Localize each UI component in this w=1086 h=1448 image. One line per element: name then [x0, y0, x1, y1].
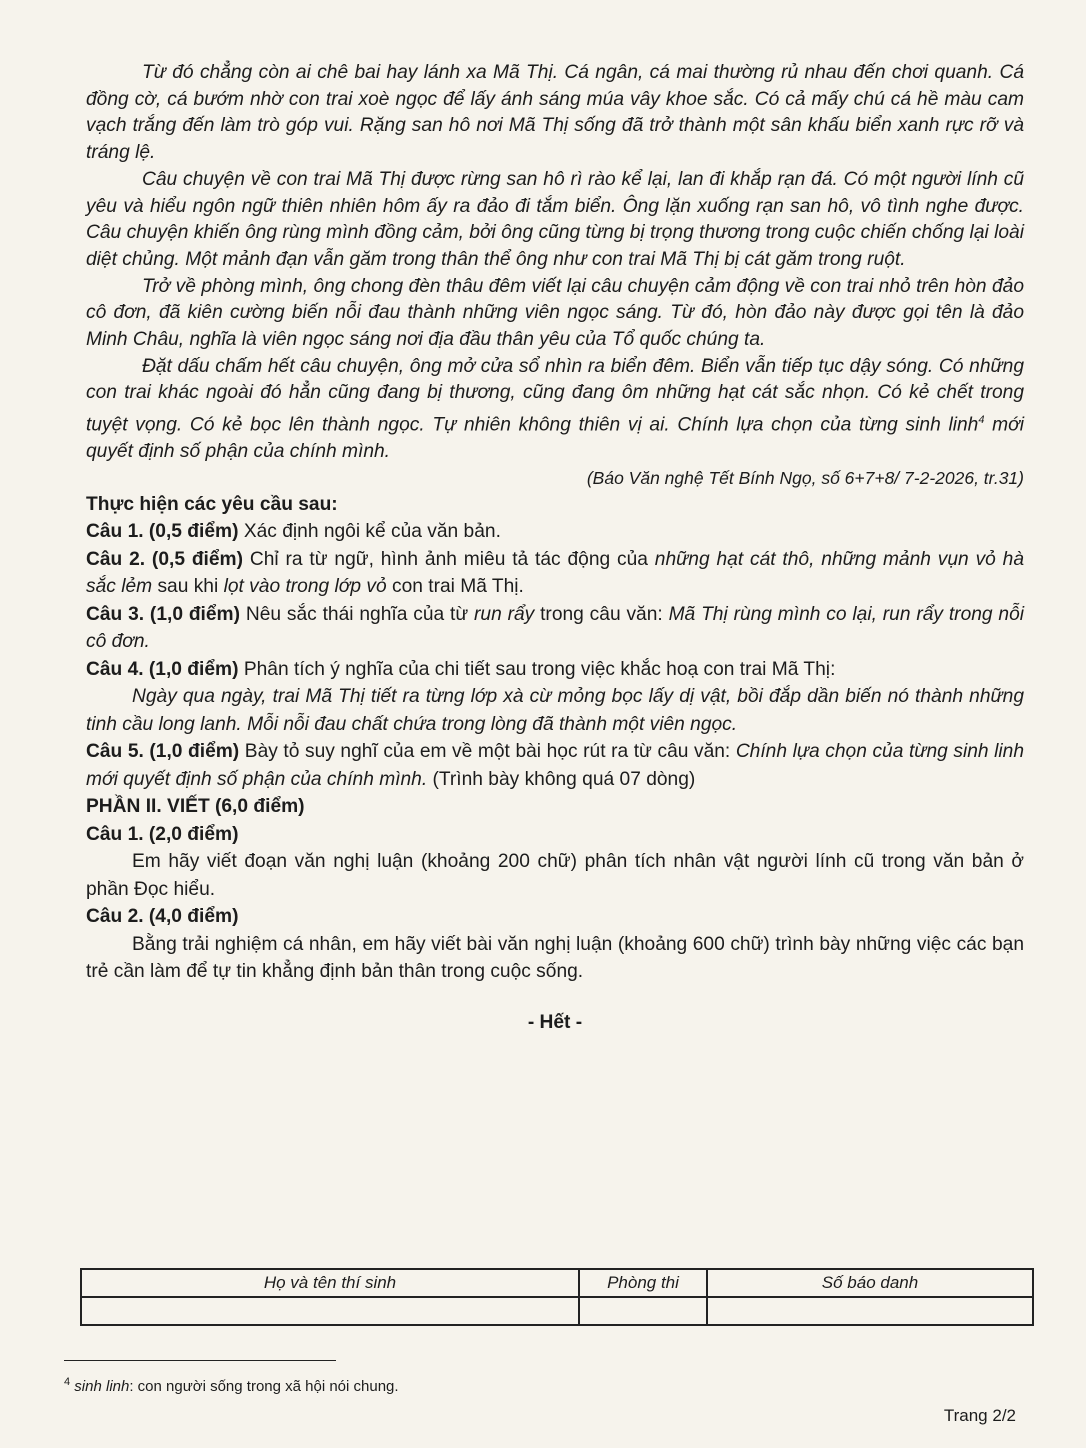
question-4 — [86, 656, 1024, 684]
question-2-text-b: những hạt cát thô, những mảnh vụn vỏ hà sắc lẻm — [86, 548, 1025, 598]
question-5-text-b: Chính lựa chọn của từng sinh linh mới quyết định số phận của chính mình. — [86, 741, 1024, 790]
question-5-text-c: (Trình bày không quá 07 dòng) — [427, 768, 696, 790]
question-5-text-a: Bày tỏ suy nghĩ của em về một bài học rút ra từ câu văn: — [239, 741, 736, 763]
question-3-text-c: trong câu văn: — [534, 603, 669, 625]
question-4-text: Phân tích ý nghĩa của chi tiết sau trong việc khắc hoạ con trai Mã Thị: — [238, 658, 836, 680]
candidate-number-header: Số báo danh — [707, 1269, 1033, 1297]
footnote-term: sinh linh — [74, 1378, 130, 1395]
question-4-label: Câu 4. (1,0 điểm) — [86, 658, 239, 680]
question-2 — [86, 546, 1024, 601]
question-2-text-d: lọt vào trong lớp vỏ — [223, 576, 387, 598]
question-2-text-a: Chỉ ra từ ngữ, hình ảnh miêu tả tác động của — [243, 548, 655, 570]
question-1 — [86, 518, 1024, 546]
exam-page — [86, 60, 1024, 1053]
writing-heading: PHẦN II. VIẾT (6,0 điểm) — [86, 796, 305, 818]
writing-question-2-label: Câu 2. (4,0 điểm) — [86, 906, 239, 928]
candidate-number-cell[interactable] — [707, 1297, 1033, 1325]
candidate-name-header: Họ và tên thí sinh — [81, 1269, 579, 1297]
question-4-quote — [86, 683, 1024, 738]
question-3-text-a: Nêu sắc thái nghĩa của từ — [240, 603, 475, 625]
reading-paragraph-1: Từ đó chẳng còn ai chê bai hay lánh xa Mã Thị. Cá ngân, cá mai thường rủ nhau đến chơi quanh. Cá đồng cờ, cá bướm nhờ con trai xoè ngọc để lấy ánh sáng múa vây khoe sắc. Có cả mấy chú cá hề màu cam vạch trắng đến làm trò góp vui. Rặng san hô nơi Mã Thị sống đã trở thành một sân khấu biển xanh rực rỡ và tráng lệ. — [86, 62, 1024, 164]
question-5 — [86, 738, 1024, 793]
footnote — [64, 1376, 399, 1395]
writing-question-2-text: Bằng trải nghiệm cá nhân, em hãy viết bài văn nghị luận (khoảng 600 chữ) trình bày những việc các bạn trẻ cần làm để tự tin khẳng định bản thân trong cuộc sống. — [86, 933, 1024, 983]
question-1-label: Câu 1. (0,5 điểm) — [86, 521, 239, 543]
question-3-label: Câu 3. (1,0 điểm) — [86, 603, 241, 625]
exam-room-header: Phòng thi — [579, 1269, 707, 1297]
question-4-quote-text: Ngày qua ngày, trai Mã Thị tiết ra từng lớp xà cừ mỏng bọc lấy dị vật, bồi đắp dần biến nó thành những tinh cầu long lanh. Mỗi nỗi đau chất chứa trong lòng đã thành một viên ngọc. — [86, 686, 1024, 735]
reading-paragraph-4 — [86, 354, 1024, 466]
tasks-heading: Thực hiện các yêu cầu sau: — [86, 493, 338, 515]
footnote-divider — [64, 1360, 336, 1361]
candidate-info-table — [80, 1268, 1034, 1326]
question-3-text-b: run rẩy — [474, 603, 535, 625]
reading-paragraph-4-text: Đặt dấu chấm hết câu chuyện, ông mở cửa sổ nhìn ra biển đêm. Biển vẫn tiếp tục dậy sóng. Có những con trai khác ngoài đó hẳn cũng đang bị thương, cũng đang ôm những hạt cát sắc nhọn. Có kẻ chết trong tuyệt vọng. Có kẻ bọc lên thành ngọc. Tự nhiên không thiên vị ai. Chính lựa chọn của từng sinh linh — [86, 355, 1024, 436]
page-number: Trang 2/2 — [943, 1406, 1016, 1425]
writing-question-1-label: Câu 1. (2,0 điểm) — [86, 823, 239, 845]
footnote-text: : con người sống trong xã hội nói chung. — [129, 1378, 399, 1395]
end-mark: - Hết - — [527, 1011, 583, 1033]
question-3 — [86, 601, 1024, 656]
writing-question-1-text: Em hãy viết đoạn văn nghị luận (khoảng 200 chữ) phân tích nhân vật người lính cũ trong văn bản ở phần Đọc hiểu. — [86, 851, 1024, 900]
question-1-text: Xác định ngôi kể của văn bản. — [238, 521, 501, 543]
exam-room-cell[interactable] — [579, 1297, 707, 1325]
source-citation: (Báo Văn nghệ Tết Bính Ngọ, số 6+7+8/ 7-2-2026, tr.31) — [586, 467, 1024, 488]
reading-paragraph-2: Câu chuyện về con trai Mã Thị được rừng san hô rì rào kể lại, lan đi khắp rạn đá. Có một người lính cũ yêu và hiểu ngôn ngữ thiên nhiên hôm ấy ra đảo đi tắm biển. Ông lặn xuống rạn san hô, vô tình nghe được. Câu chuyện khiến ông rùng mình đồng cảm, bởi ông cũng từng bị trọng thương trong cuộc chiến chống lại loài diệt chủng. Một mảnh đạn vẫn găm trong thân thể ông như con trai Mã Thị bị cát găm trong ruột. — [86, 168, 1024, 270]
candidate-name-cell[interactable] — [81, 1297, 579, 1325]
question-5-label: Câu 5. (1,0 điểm) — [86, 741, 240, 763]
reading-paragraph-4-end: mới quyết định số phận của chính mình. — [86, 414, 1024, 463]
question-2-text-e: con trai Mã Thị. — [386, 576, 524, 598]
question-2-text-c: sau khi — [152, 576, 224, 598]
question-2-label: Câu 2. (0,5 điểm) — [86, 548, 244, 570]
reading-paragraph-3: Trở về phòng mình, ông chong đèn thâu đêm viết lại câu chuyện cảm động về con trai nhỏ trên hòn đảo cô đơn, đã kiên cường biến nỗi đau thành những viên ngọc sáng. Từ đó, hòn đảo này được gọi tên là đảo Minh Châu, nghĩa là viên ngọc sáng nơi địa đầu thân yêu của Tổ quốc chúng ta. — [86, 275, 1024, 351]
footnote-ref: 4 — [978, 414, 985, 427]
footnote-number: 4 — [64, 1376, 71, 1388]
question-3-text-d: Mã Thị rùng mình co lại, run rẩy trong nỗi cô đơn. — [86, 603, 1025, 653]
